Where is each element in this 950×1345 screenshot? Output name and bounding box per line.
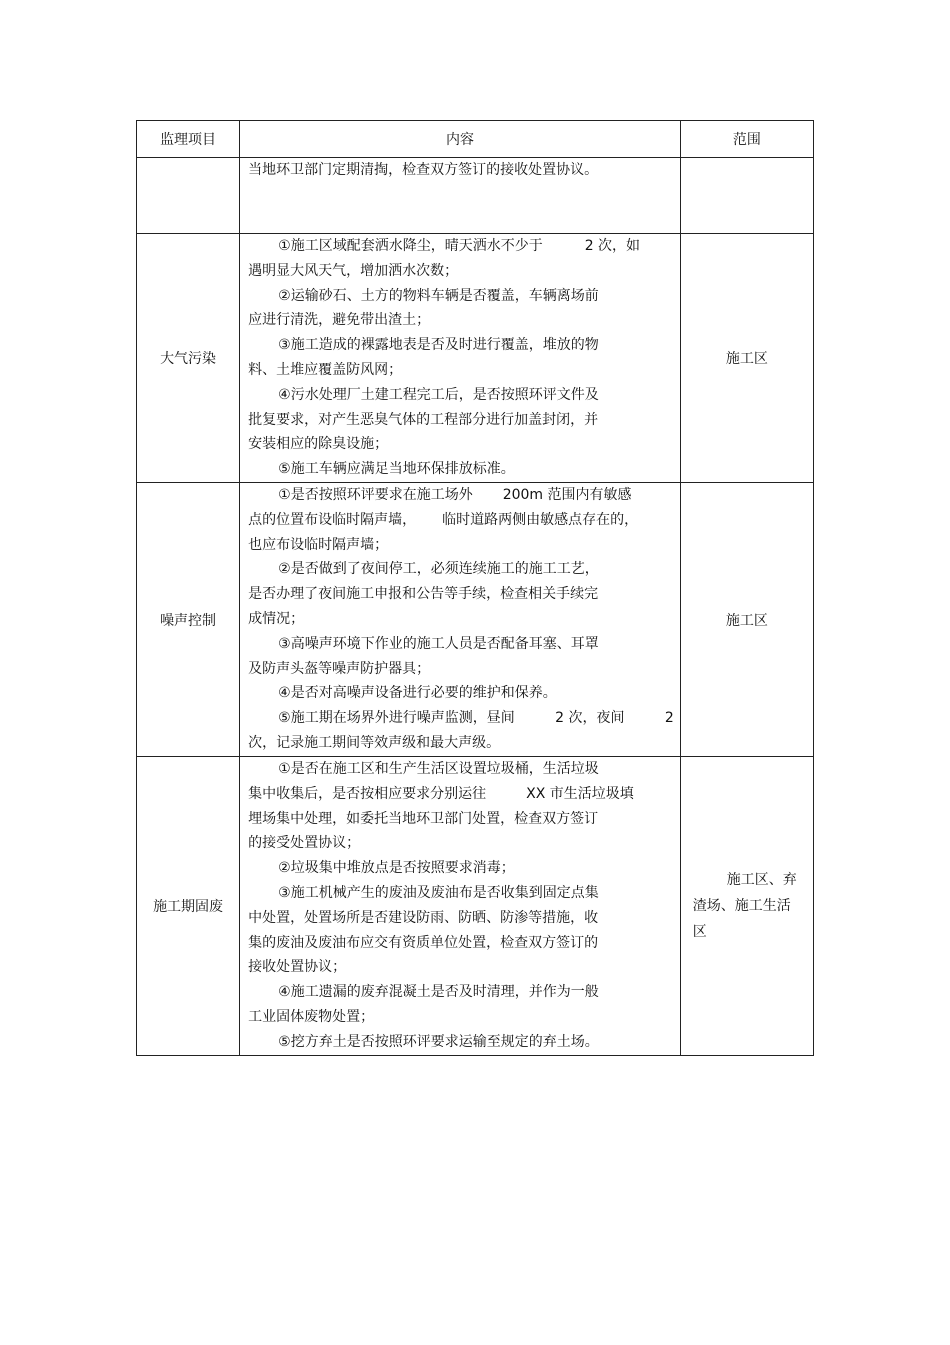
- content-line: ④施工遗漏的废弃混凝土是否及时清理，并作为一般: [278, 984, 599, 1001]
- text-fragment: ⑤施工期在场界外进行噪声监测，昼间: [278, 710, 515, 727]
- supervision-table: [136, 120, 814, 1056]
- content-line: 遇明显大风天气，增加洒水次数；: [248, 262, 459, 279]
- content-line: 及防声头盔等噪声防护器具；: [248, 660, 431, 677]
- header-row: [137, 121, 814, 158]
- table-row-waste: [137, 757, 814, 1056]
- text-fragment: XX 市生活垃圾填: [526, 785, 634, 802]
- header-item: 监理项目: [137, 121, 240, 158]
- content-line: 批复要求，对产生恶臭气体的工程部分进行加盖封闭，并: [248, 411, 599, 428]
- content-line: 成情况；: [248, 610, 305, 627]
- scope-line: 渣场、施工生活: [692, 898, 791, 914]
- content-line: 料、土堆应覆盖防风网；: [248, 361, 403, 378]
- text-fragment: ①施工区域配套洒水降尘，晴天洒水不少于: [278, 238, 543, 254]
- row-scope-air: 施工区: [680, 234, 813, 483]
- header-content: 内容: [240, 121, 681, 158]
- content-line: 应进行清洗，避免带出渣土；: [248, 312, 431, 329]
- content-line: 工业固体废物处置；: [248, 1008, 375, 1025]
- content-line: 中处置，处置场所是否建设防雨、防晒、防渗等措施，收: [248, 909, 599, 926]
- scope-line: 施工区、弃: [726, 872, 797, 888]
- table-row-noise: [137, 483, 814, 757]
- text-fragment: 2 次，夜间: [555, 710, 625, 727]
- row-content-air: [240, 234, 681, 483]
- content-line: ⑤施工车辆应满足当地环保排放标准。: [278, 461, 515, 478]
- content-line: ④污水处理厂土建工程完工后，是否按照环评文件及: [278, 386, 599, 403]
- content-line: 也应布设临时隔声墙；: [248, 536, 389, 553]
- content-line: 接收处置协议；: [248, 959, 347, 976]
- content-line: [248, 234, 674, 259]
- content-line: 次，记录施工期间等效声级和最大声级。: [248, 734, 501, 751]
- text-fragment: 集中收集后，是否按相应要求分别运往: [248, 785, 487, 802]
- content-line: 埋场集中处理，如委托当地环卫部门处置，检查双方签订: [248, 810, 599, 827]
- row-content: [240, 158, 681, 234]
- row-scope-waste: [680, 757, 813, 1056]
- content-line: 集的废油及废油布应交有资质单位处置，检查双方签订的: [248, 934, 599, 951]
- content-line: ③高噪声环境下作业的施工人员是否配备耳塞、耳罩: [278, 635, 599, 652]
- text-fragment: 2: [664, 710, 674, 727]
- content-line: ⑤挖方弃土是否按照环评要求运输至规定的弃土场。: [278, 1033, 599, 1050]
- text-fragment: 2 次，如: [584, 238, 641, 254]
- content-line: ④是否对高噪声设备进行必要的维护和保养。: [278, 685, 557, 702]
- text-fragment: 临时道路两侧由敏感点存在的，: [442, 511, 639, 528]
- row-scope: [680, 158, 813, 234]
- row-item: [137, 158, 240, 234]
- content-line: ②垃圾集中堆放点是否按照要求消毒；: [278, 860, 515, 877]
- text-fragment: 200m 范围内有敏感: [502, 487, 632, 503]
- content-line: [248, 483, 674, 508]
- text-fragment: ①是否按照环评要求在施工场外: [278, 487, 473, 503]
- content-line: 安装相应的除臭设施；: [248, 436, 389, 453]
- content-line: [248, 706, 674, 731]
- header-scope: 范围: [680, 121, 813, 158]
- content-line: [248, 782, 674, 807]
- content-line: ③施工机械产生的废油及废油布是否收集到固定点集: [278, 884, 599, 901]
- row-scope-noise: 施工区: [680, 483, 813, 757]
- table-row-air: [137, 234, 814, 483]
- row-content-waste: [240, 757, 681, 1056]
- content-line: 当地环卫部门定期清掏，检查双方签订的接收处置协议。: [248, 162, 599, 178]
- content-line: [248, 508, 674, 533]
- content-line: 的接受处置协议；: [248, 835, 361, 852]
- row-item-noise: 噪声控制: [137, 483, 240, 757]
- content-line: ③施工造成的裸露地表是否及时进行覆盖，堆放的物: [278, 337, 599, 354]
- content-line: ②运输砂石、土方的物料车辆是否覆盖，车辆离场前: [278, 287, 599, 304]
- text-fragment: 点的位置布设临时隔声墙，: [248, 511, 417, 528]
- row-content-noise: [240, 483, 681, 757]
- content-line: 是否办理了夜间施工申报和公告等手续，检查相关手续完: [248, 586, 599, 603]
- table-row: [137, 158, 814, 234]
- row-item-air: 大气污染: [137, 234, 240, 483]
- scope-line: 区: [692, 924, 707, 940]
- row-item-waste: 施工期固废: [137, 757, 240, 1056]
- content-line: ①是否在施工区和生产生活区设置垃圾桶，生活垃圾: [278, 761, 599, 777]
- content-line: ②是否做到了夜间停工，必须连续施工的施工工艺，: [278, 561, 599, 578]
